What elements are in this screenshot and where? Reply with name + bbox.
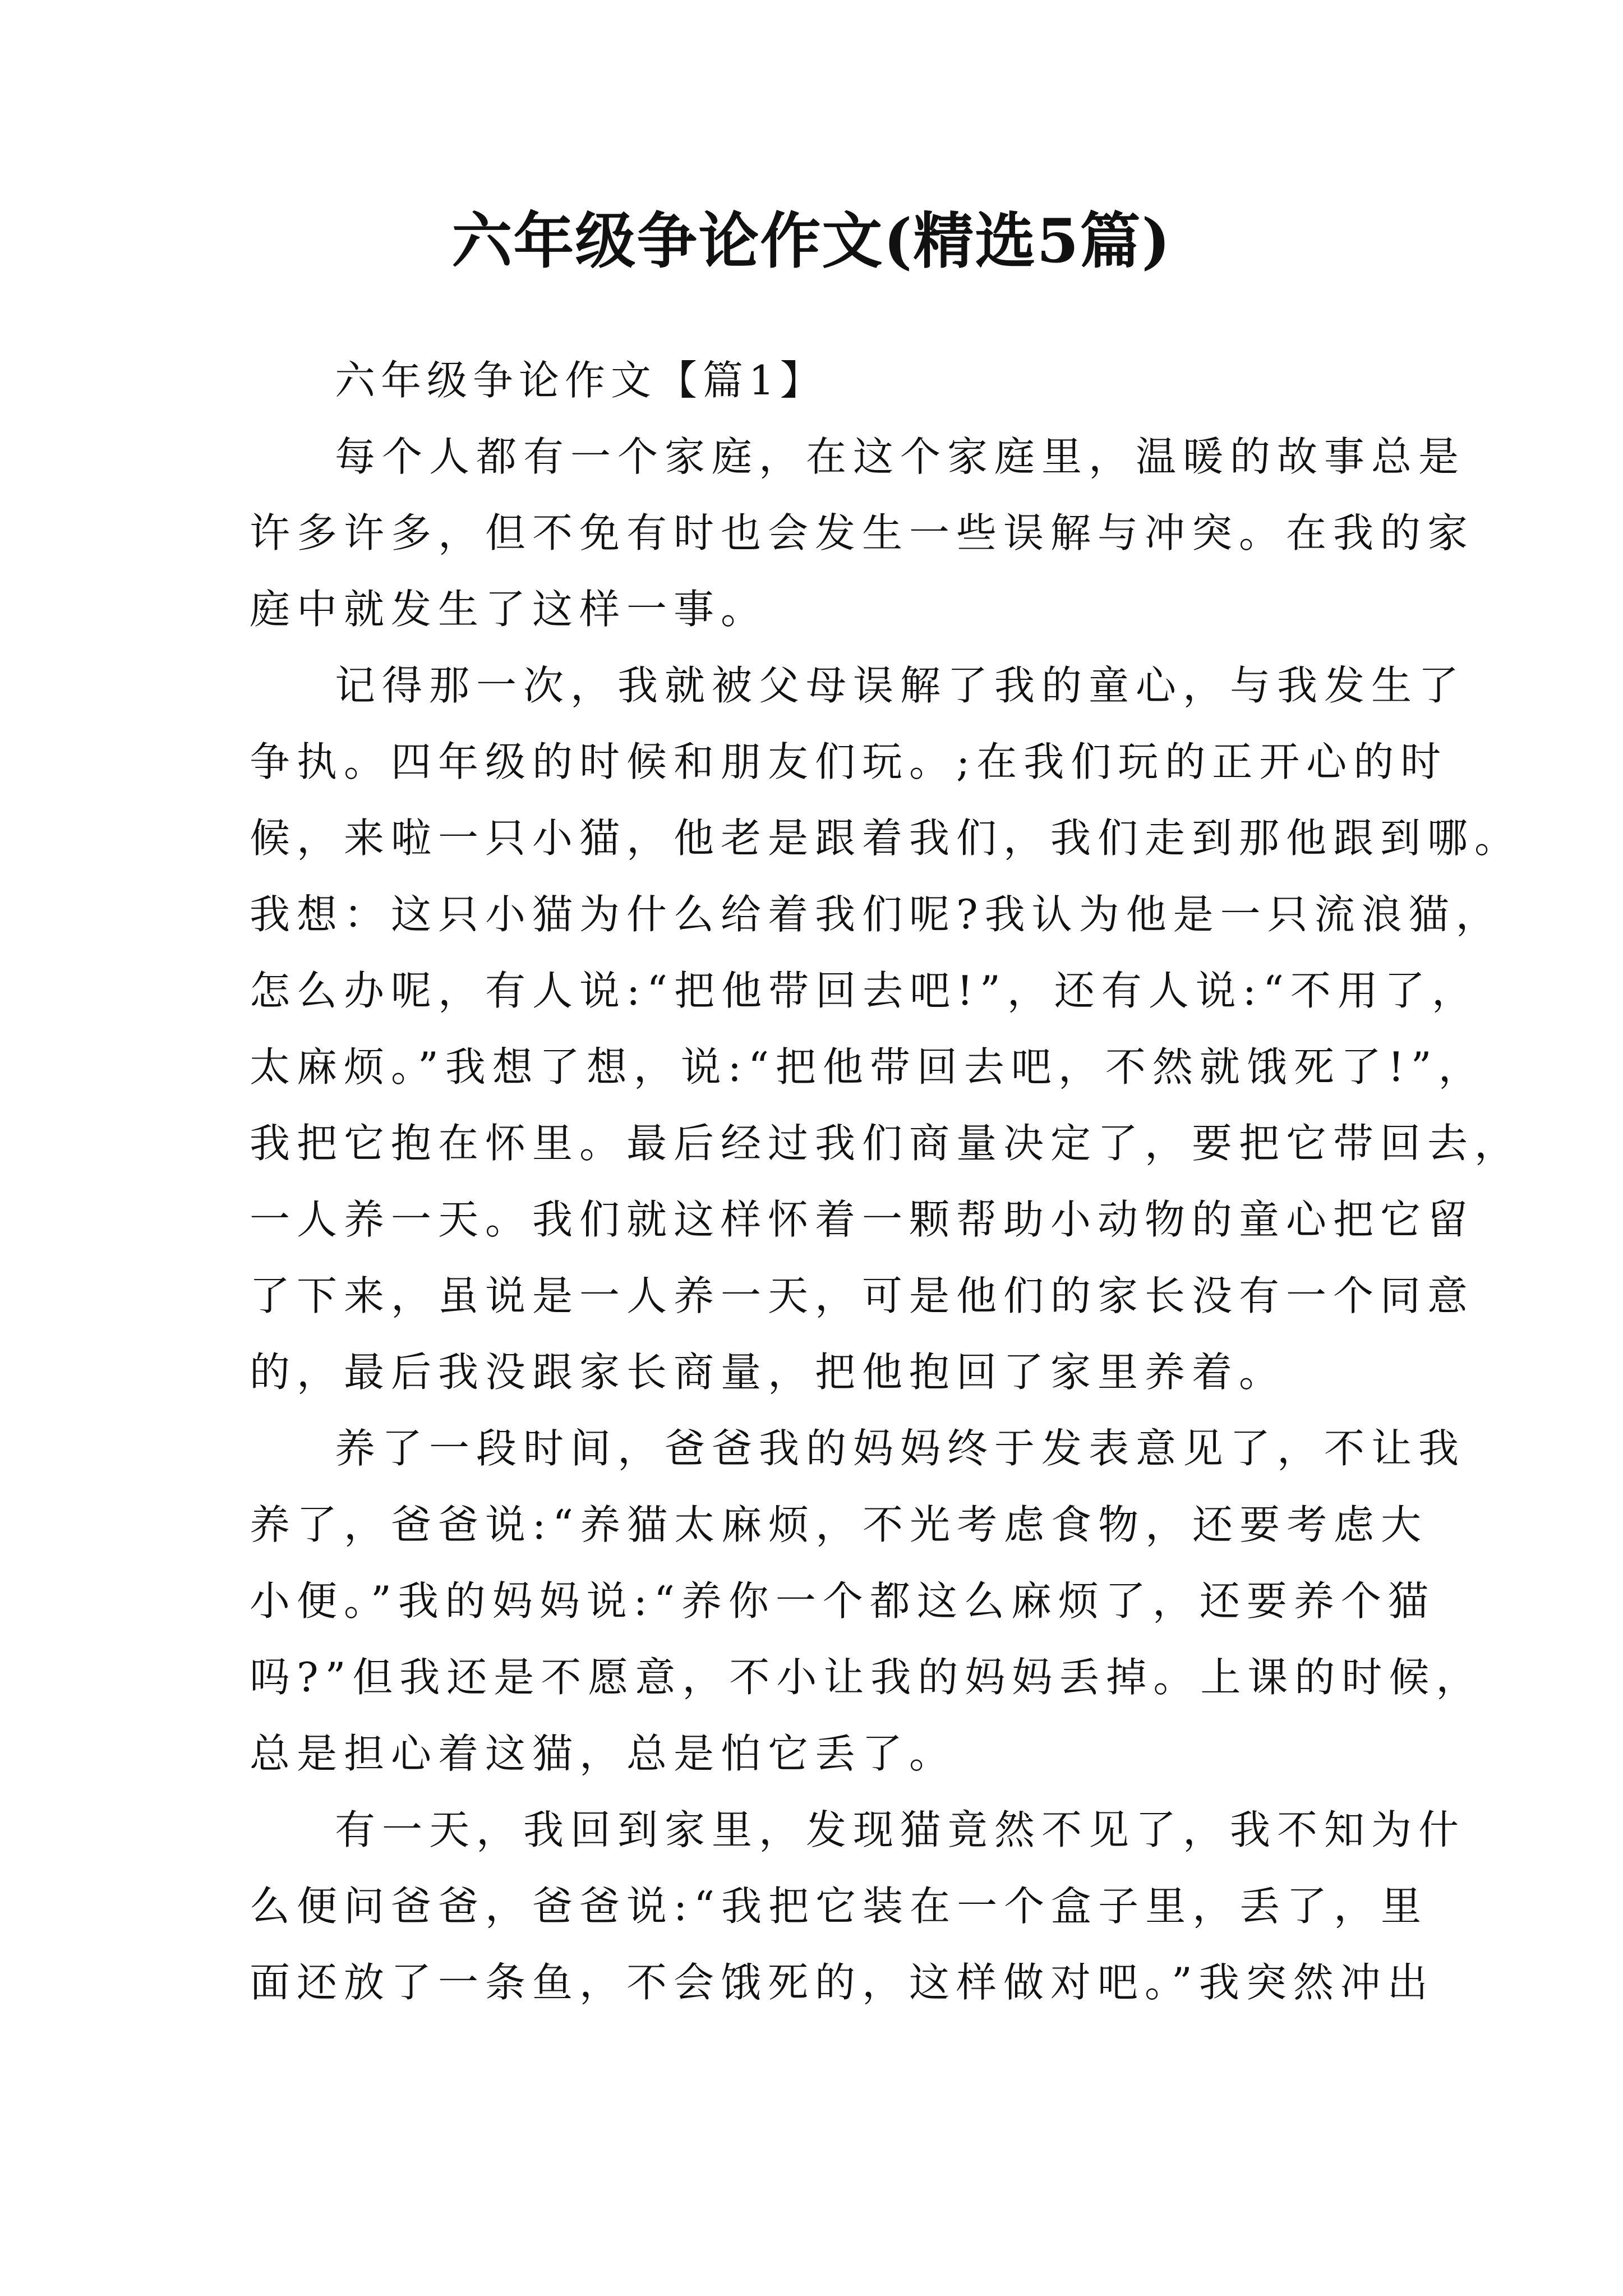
paragraph-1-line-1: 每个人都有一个家庭，在这个家庭里，温暖的故事总是 <box>335 433 1466 480</box>
paragraph-2-line-1: 记得那一次，我就被父母误解了我的童心，与我发生了 <box>335 662 1466 709</box>
document-title: 六年级争论作文(精选5篇) <box>451 206 1172 277</box>
paragraph-2-line-6: 太麻烦。”我想了想，说:“把他带回去吧，不然就饿死了!”， <box>250 1043 1486 1091</box>
paragraph-4-line-1: 有一天，我回到家里，发现猫竟然不见了，我不知为什 <box>335 1806 1466 1853</box>
paragraph-2-line-9: 了下来，虽说是一人养一天，可是他们的家长没有一个同意 <box>250 1272 1475 1319</box>
paragraph-2-line-3: 候，来啦一只小猫，他老是跟着我们，我们走到那他跟到哪。 <box>250 815 1522 862</box>
paragraph-2-line-5: 怎么办呢，有人说:“把他带回去吧!”，还有人说:“不用了， <box>250 967 1479 1014</box>
paragraph-4-line-2: 么便问爸爸，爸爸说:“我把它装在一个盒子里，丢了，里 <box>250 1883 1428 1930</box>
paragraph-1-line-2: 许多许多，但不免有时也会发生一些误解与冲突。在我的家 <box>250 509 1475 556</box>
paragraph-2-line-2: 争执。四年级的时候和朋友们玩。;在我们玩的正开心的时 <box>250 738 1448 785</box>
paragraph-3-line-1: 养了一段时间，爸爸我的妈妈终于发表意见了，不让我 <box>335 1425 1466 1472</box>
document-body <box>250 342 1522 2021</box>
paragraph-4-line-3: 面还放了一条鱼，不会饿死的，这样做对吧。”我突然冲出 <box>250 1959 1435 2006</box>
paragraph-1-line-3: 庭中就发生了这样一事。 <box>250 586 768 633</box>
paragraph-3-line-4: 吗?”但我还是不愿意，不小让我的妈妈丢掉。上课的时候， <box>250 1654 1483 1701</box>
paragraph-2-line-8: 一人养一天。我们就这样怀着一颗帮助小动物的童心把它留 <box>250 1196 1475 1243</box>
paragraph-3-line-3: 小便。”我的妈妈说:“养你一个都这么麻烦了，还要养个猫 <box>250 1577 1435 1625</box>
paragraph-2-line-7: 我把它抱在怀里。最后经过我们商量决定了，要把它带回去， <box>250 1120 1522 1167</box>
paragraph-2-line-4: 我想：这只小猫为什么给着我们呢?我认为他是一只流浪猫， <box>250 891 1503 938</box>
section-heading: 六年级争论作文【篇1】 <box>335 357 826 404</box>
paragraph-2-line-10: 的，最后我没跟家长商量，把他抱回了家里养着。 <box>250 1349 1287 1396</box>
paragraph-3-line-5: 总是担心着这猫，总是怕它丢了。 <box>250 1730 957 1777</box>
paragraph-3-line-2: 养了，爸爸说:“养猫太麻烦，不光考虑食物，还要考虑大 <box>250 1501 1428 1548</box>
